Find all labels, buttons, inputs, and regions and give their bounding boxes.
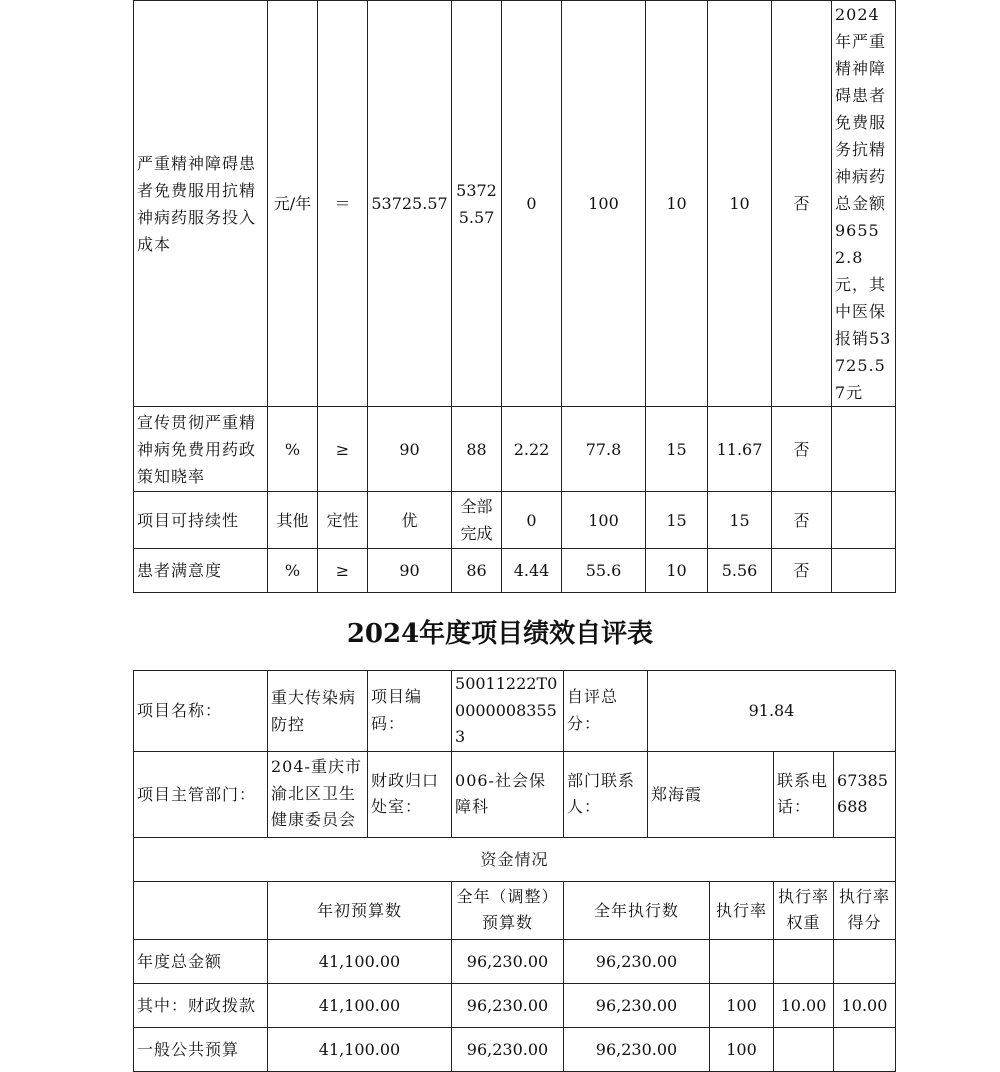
dept-label: 项目主管部门： xyxy=(134,751,268,837)
indicator-weight: 15 xyxy=(646,407,708,492)
funds-initial: 41,100.00 xyxy=(268,939,452,983)
table-row xyxy=(134,549,896,593)
finance-value: 006-社会保障科 xyxy=(452,751,564,837)
finance-label: 财政归口处室： xyxy=(368,751,452,837)
indicator-target: 90 xyxy=(368,407,452,492)
funds-rate: 100 xyxy=(710,983,774,1027)
funds-rate xyxy=(710,939,774,983)
funds-executed: 96,230.00 xyxy=(564,1027,710,1071)
indicator-remark xyxy=(832,407,896,492)
funds-initial: 41,100.00 xyxy=(268,1027,452,1071)
table-row xyxy=(134,751,896,837)
table-row xyxy=(134,939,896,983)
contact-label: 部门联系人： xyxy=(564,751,648,837)
project-name-label: 项目名称： xyxy=(134,671,268,752)
funds-header: 执行率权重 xyxy=(774,881,834,939)
funds-score xyxy=(834,939,896,983)
funds-header: 全年（调整）预算数 xyxy=(452,881,564,939)
indicator-flag: 否 xyxy=(772,549,832,593)
indicator-actual: 86 xyxy=(452,549,502,593)
indicator-operator: ＝ xyxy=(318,1,368,407)
table-row xyxy=(134,881,896,939)
indicator-actual: 53725.57 xyxy=(452,1,502,407)
project-code-label: 项目编码： xyxy=(368,671,452,752)
table-row xyxy=(134,407,896,492)
indicator-unit: % xyxy=(268,407,318,492)
indicator-score: 15 xyxy=(708,492,772,549)
phone-value: 67385688 xyxy=(834,751,896,837)
funds-section-title: 资金情况 xyxy=(134,837,896,881)
indicator-flag: 否 xyxy=(772,1,832,407)
indicator-operator: ≥ xyxy=(318,407,368,492)
indicator-deviation: 4.44 xyxy=(502,549,562,593)
funds-row-label: 年度总金额 xyxy=(134,939,268,983)
page-title: 2024年度项目绩效自评表 xyxy=(346,619,654,649)
funds-score: 10.00 xyxy=(834,983,896,1027)
indicator-deviation: 0 xyxy=(502,1,562,407)
funds-adjusted: 96,230.00 xyxy=(452,1027,564,1071)
indicator-completion: 55.6 xyxy=(562,549,646,593)
funds-header: 年初预算数 xyxy=(268,881,452,939)
dept-value: 204-重庆市渝北区卫生健康委员会 xyxy=(268,751,368,837)
indicator-completion: 100 xyxy=(562,1,646,407)
funds-header: 全年执行数 xyxy=(564,881,710,939)
indicator-target: 53725.57 xyxy=(368,1,452,407)
indicator-score: 10 xyxy=(708,1,772,407)
self-evaluation-table xyxy=(133,670,896,1072)
table-row xyxy=(134,1027,896,1071)
indicator-deviation: 2.22 xyxy=(502,407,562,492)
indicator-name: 患者满意度 xyxy=(134,549,268,593)
indicator-table xyxy=(133,0,896,593)
funds-row-label: 其中：财政拨款 xyxy=(134,983,268,1027)
table-row xyxy=(134,1,896,407)
indicator-flag: 否 xyxy=(772,407,832,492)
project-name-value: 重大传染病防控 xyxy=(268,671,368,752)
funds-executed: 96,230.00 xyxy=(564,939,710,983)
indicator-score: 5.56 xyxy=(708,549,772,593)
indicator-unit: % xyxy=(268,549,318,593)
table-row xyxy=(134,671,896,752)
table-row xyxy=(134,983,896,1027)
indicator-remark: 2024年严重精神障碍患者免费服务抗精神病药总金额96552.8元，其中医保报销53725.57元 xyxy=(832,1,896,407)
indicator-name: 宣传贯彻严重精神病免费用药政策知晓率 xyxy=(134,407,268,492)
indicator-unit: 元/年 xyxy=(268,1,318,407)
phone-label: 联系电话： xyxy=(774,751,834,837)
project-code-value: 50011222T000000083553 xyxy=(452,671,564,752)
table-row xyxy=(134,837,896,881)
funds-header-blank xyxy=(134,881,268,939)
funds-weight xyxy=(774,1027,834,1071)
indicator-flag: 否 xyxy=(772,492,832,549)
indicator-actual: 88 xyxy=(452,407,502,492)
funds-weight xyxy=(774,939,834,983)
self-score-value: 91.84 xyxy=(648,671,896,752)
indicator-completion: 100 xyxy=(562,492,646,549)
self-score-label: 自评总分： xyxy=(564,671,648,752)
funds-score xyxy=(834,1027,896,1071)
indicator-weight: 10 xyxy=(646,1,708,407)
indicator-remark xyxy=(832,492,896,549)
indicator-weight: 10 xyxy=(646,549,708,593)
funds-adjusted: 96,230.00 xyxy=(452,939,564,983)
table-row xyxy=(134,492,896,549)
funds-header: 执行率得分 xyxy=(834,881,896,939)
indicator-operator: 定性 xyxy=(318,492,368,549)
indicator-target: 优 xyxy=(368,492,452,549)
funds-header: 执行率 xyxy=(710,881,774,939)
indicator-actual: 全部完成 xyxy=(452,492,502,549)
funds-initial: 41,100.00 xyxy=(268,983,452,1027)
funds-rate: 100 xyxy=(710,1027,774,1071)
funds-executed: 96,230.00 xyxy=(564,983,710,1027)
funds-weight: 10.00 xyxy=(774,983,834,1027)
indicator-operator: ≥ xyxy=(318,549,368,593)
funds-adjusted: 96,230.00 xyxy=(452,983,564,1027)
indicator-score: 11.67 xyxy=(708,407,772,492)
indicator-name: 项目可持续性 xyxy=(134,492,268,549)
indicator-deviation: 0 xyxy=(502,492,562,549)
indicator-remark xyxy=(832,549,896,593)
contact-value: 郑海霞 xyxy=(648,751,774,837)
indicator-name: 严重精神障碍患者免费服用抗精神病药服务投入成本 xyxy=(134,1,268,407)
indicator-target: 90 xyxy=(368,549,452,593)
funds-row-label: 一般公共预算 xyxy=(134,1027,268,1071)
indicator-weight: 15 xyxy=(646,492,708,549)
indicator-unit: 其他 xyxy=(268,492,318,549)
indicator-completion: 77.8 xyxy=(562,407,646,492)
